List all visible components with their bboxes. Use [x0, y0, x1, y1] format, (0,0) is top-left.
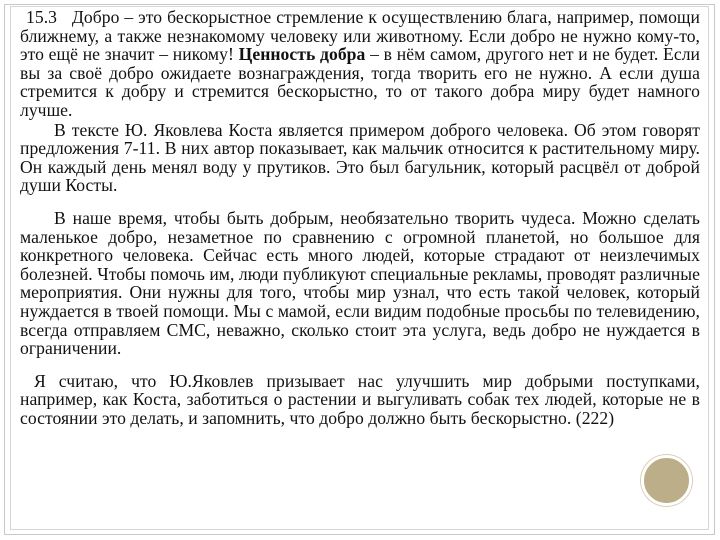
paragraph-4: Я считаю, что Ю.Яковлев призывает нас улучшить мир добрыми поступками, например, как Коста, заботиться о растении и выгуливать собак тех людей, которые не в состоянии это делать, и запомнить, что добро должно быть бескорыстно. (222) — [20, 370, 700, 428]
paragraph-3: В наше время, чтобы быть добрым, необязательно творить чудеса. Можно сделать маленькое добро, незаметное по сравнению с огромной планетой, но большое для конкретного человека. Сейчас есть много людей, которые страдают от неизлечимых болезней. Чтобы помочь им, люди публикуют специальные рекламы, проводят различные мероприятия. Они нужны для того, чтобы мир узнал, что есть такой человек, который нуждается в твоей помощи. Мы с мамой, если видим подобные просьбы по телевидению, всегда отправляем СМС, неважно, сколько стоит эта услуга, ведь добро не нуждается в ограничении. — [20, 207, 700, 359]
essay-text — [20, 8, 700, 427]
section-number: 15.3 — [26, 7, 57, 27]
paragraph-1 — [20, 8, 700, 120]
paragraph-1-end: – в нём самом, другого нет и не будет. Если вы за своё добро ожидаете вознаграждения, тогда творить его не нужно. А если душа стремится к добру и стремится бескорыстно, то от такого добра миру будет намного лучше. — [20, 44, 700, 120]
paragraph-2: В тексте Ю. Яковлева Коста является примером доброго человека. Об этом говорят предложения 7-11. В них автор показывает, как мальчик относится к растительному миру. Он каждый день менял воду у прутиков. Это был багульник, который расцвёл от доброй души Косты. — [20, 119, 700, 196]
paragraph-1-start: Добро – это бескорыстное стремление к осуществлению блага, например, помощи ближнему, а также незнакомому человеку или животному. Если добро не нужно кому-то, это ещё не значит – никому! — [20, 7, 700, 65]
bold-phrase: Ценность добра — [238, 44, 366, 65]
decorative-circle — [641, 455, 692, 506]
